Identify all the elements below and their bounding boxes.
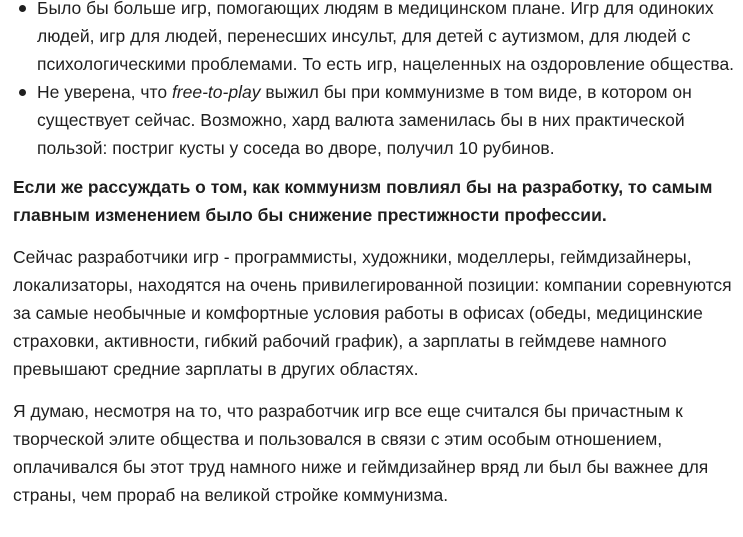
bold-paragraph: Если же рассуждать о том, как коммунизм повлиял бы на разработку, то самым главным изменением было бы снижение престижности профессии.: [13, 177, 713, 225]
list-item: [13, 0, 735, 78]
article-body: [13, 0, 735, 509]
bullet-text-before: Не уверена, что: [37, 82, 172, 102]
bullet-dot-icon: [19, 5, 26, 12]
bullet-dot-icon: [19, 89, 26, 96]
bullet-text-after: выжил бы при коммунизме в том виде, в котором он существует сейчас. Возможно, хард валюта заменилась бы в них практической пользой: постриг кусты у соседа во дворе, получил 10 рубинов.: [37, 82, 692, 158]
list-item: [13, 78, 735, 162]
bullet-list: [13, 0, 735, 162]
paragraph-salaries: Сейчас разработчики игр - программисты, художники, моделлеры, геймдизайнеры, локализаторы, находятся на очень привилегированной позиции: компании соревнуются за самые необычные и комфортные условия работы в офисах (обеды, медицинские страховки, активности, гибкий рабочий график), а зарплаты в геймдеве намного превышают средние зарплаты в других областях.: [13, 247, 732, 379]
paragraph-conclusion: Я думаю, несмотря на то, что разработчик игр все еще считался бы причастным к творческой элите общества и пользовался в связи с этим особым отношением, оплачивался бы этот труд намного ниже и геймдизайнер вряд ли был бы важнее для страны, чем прораб на великой стройке коммунизма.: [13, 401, 709, 505]
bullet-text: Было бы больше игр, помогающих людям в медицинском плане. Игр для одиноких людей, игр для людей, перенесших инсульт, для детей с аутизмом, для людей с психологическими проблемами. То есть игр, нацеленных на оздоровление общества.: [37, 0, 735, 74]
bullet-text-italic: free-to-play: [171, 82, 261, 102]
